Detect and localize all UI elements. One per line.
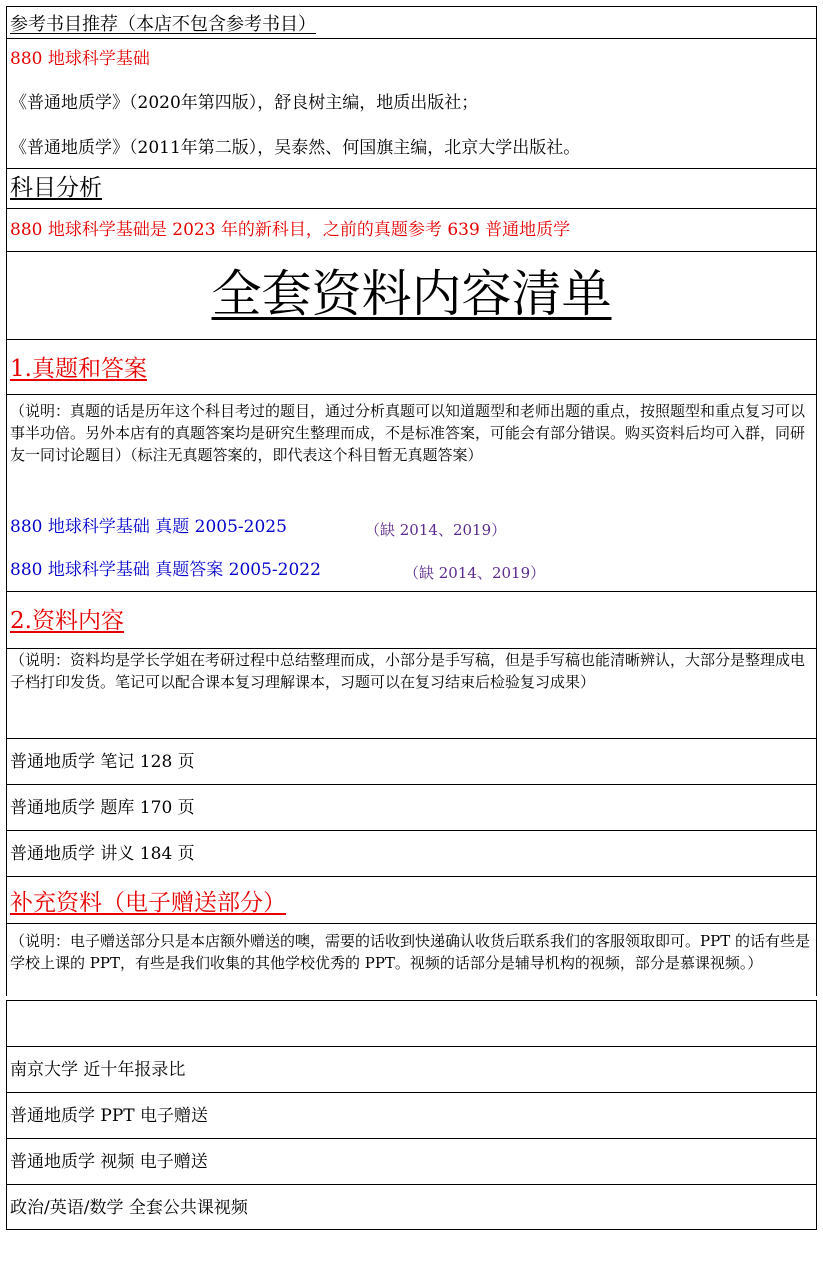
section3-blank-row: [6, 1000, 817, 1046]
section2-heading-row: [6, 591, 817, 648]
reference-heading-row: [6, 6, 817, 38]
section3-item-3: 普通地质学 视频 电子赠送: [10, 1152, 208, 1172]
section3-item-row: [6, 1184, 817, 1230]
section2-item-3: 普通地质学 讲义 184 页: [10, 844, 195, 864]
analysis-heading-row: [6, 168, 817, 208]
section3-note: （说明：电子赠送部分只是本店额外赠送的噢，需要的话收到快递确认收货后联系我们的客服领取即可。PPT 的话有些是学校上课的 PPT，有些是我们收集的其他学校优秀的 PPT。视频的话部分是辅导机构的视频，部分是慕课视频。）: [10, 932, 810, 972]
reference-books-row: [6, 38, 817, 168]
section1-item-1: 880 地球科学基础 真题 2005-2025: [10, 517, 287, 537]
section1-body-row: [6, 394, 817, 591]
analysis-text-row: [6, 208, 817, 251]
section1-heading-row: [6, 339, 817, 394]
list-title-row: [6, 251, 817, 339]
section3-item-row: [6, 1138, 817, 1184]
section1-heading: 1.真题和答案: [10, 356, 147, 382]
section3-item-1: 南京大学 近十年报录比: [10, 1060, 186, 1080]
section2-item-row: [6, 738, 817, 784]
section2-item-2: 普通地质学 题库 170 页: [10, 798, 195, 818]
section2-heading: 2.资料内容: [10, 608, 124, 634]
section1-item-2-missing: （缺 2014、2019）: [404, 564, 546, 582]
section1-item-1-missing: （缺 2014、2019）: [365, 521, 507, 539]
analysis-text: 880 地球科学基础是 2023 年的新科目，之前的真题参考 639 普通地质学: [10, 220, 571, 240]
reference-subject: 880 地球科学基础: [10, 49, 150, 69]
section2-item-row: [6, 784, 817, 830]
section2-note: （说明：资料均是学长学姐在考研过程中总结整理而成，小部分是手写稿，但是手写稿也能清晰辨认，大部分是整理成电子档打印发货。笔记可以配合课本复习理解课本，习题可以在复习结束后检验复习成果）: [10, 651, 806, 691]
document-sheet: [6, 6, 817, 1230]
section3-note-row: [6, 923, 817, 996]
analysis-heading: 科目分析: [10, 175, 102, 201]
section3-item-row: [6, 1092, 817, 1138]
section2-note-row: [6, 648, 817, 738]
section3-heading: 补充资料（电子赠送部分）: [10, 890, 286, 916]
section3-item-4: 政治/英语/数学 全套公共课视频: [10, 1198, 248, 1218]
reference-heading: 参考书目推荐（本店不包含参考书目）: [10, 14, 316, 35]
section2-item-row: [6, 830, 817, 876]
section1-item-2: 880 地球科学基础 真题答案 2005-2022: [10, 560, 321, 580]
reference-book-1: 《普通地质学》（2020年第四版），舒良树主编，地质出版社；: [10, 93, 479, 113]
section3-item-row: [6, 1046, 817, 1092]
list-title: 全套资料内容清单: [211, 265, 612, 323]
section3-item-2: 普通地质学 PPT 电子赠送: [10, 1106, 209, 1126]
section3-heading-row: [6, 876, 817, 923]
section2-item-1: 普通地质学 笔记 128 页: [10, 752, 195, 772]
reference-book-2: 《普通地质学》（2011年第二版），吴泰然、何国旗主编，北京大学出版社。: [10, 138, 581, 158]
section1-note: （说明：真题的话是历年这个科目考过的题目，通过分析真题可以知道题型和老师出题的重点，按照题型和重点复习可以事半功倍。另外本店有的真题答案均是研究生整理而成，不是标准答案，可能会有部分错误。购买资料后均可入群，同研友一同讨论题目）（标注无真题答案的，即代表这个科目暂无真题答案）: [10, 402, 806, 464]
